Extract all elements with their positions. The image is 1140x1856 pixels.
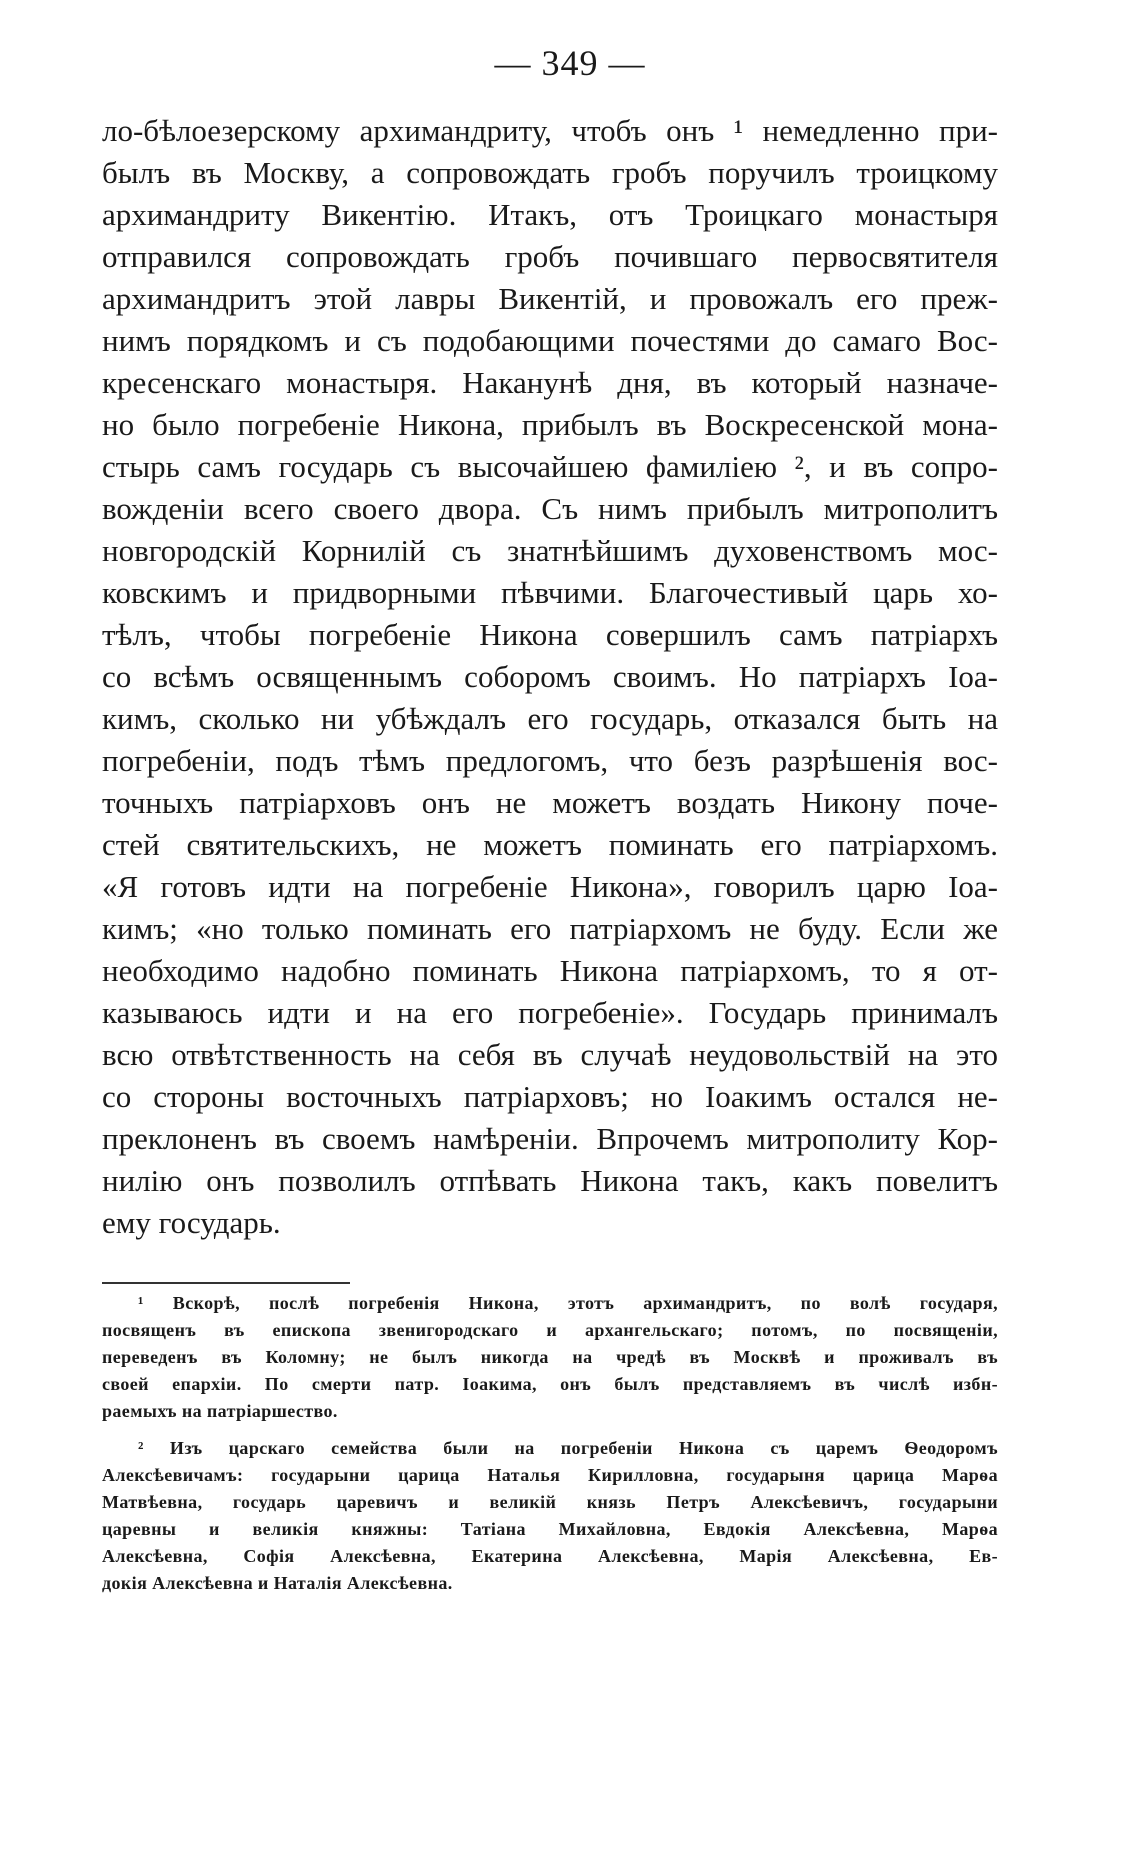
footnote-line: раемыхъ на патріаршество.	[102, 1401, 338, 1421]
text-line: кимъ; «но только поминать его патріархомъ не буду. Если же	[102, 911, 998, 946]
footnote-line: своей епархіи. По смерти патр. Іоакима, онъ былъ представляемъ въ числѣ избн-	[102, 1374, 998, 1394]
text-line: новгородскій Корнилій съ знатнѣйшимъ духовенствомъ мос-	[102, 533, 998, 568]
main-text	[102, 110, 998, 1244]
text-line: ковскимъ и придворными пѣвчими. Благочестивый царь хо-	[102, 575, 998, 610]
footnotes	[102, 1290, 998, 1597]
text-line: ло-бѣлоезерскому архимандриту, чтобъ онъ ¹ немедленно при-	[102, 113, 998, 148]
text-line: архимандритъ этой лавры Викентій, и провожалъ его преж-	[102, 281, 998, 316]
footnote-divider	[102, 1282, 350, 1284]
text-line: со стороны восточныхъ патріарховъ; но Іоакимъ остался не-	[102, 1079, 998, 1114]
footnote-line: царевны и великія княжны: Татіана Михайловна, Евдокія Алексѣевна, Марѳа	[102, 1519, 998, 1539]
text-line: необходимо надобно поминать Никона патріархомъ, то я от-	[102, 953, 998, 988]
footnote-line: ¹ Вскорѣ, послѣ погребенія Никона, этотъ архимандритъ, по волѣ государя,	[138, 1293, 998, 1313]
footnote-1	[102, 1290, 998, 1425]
text-line: архимандриту Викентію. Итакъ, отъ Троицкаго монастыря	[102, 197, 998, 232]
page-number: — 349 —	[494, 43, 646, 83]
text-line: ему государь.	[102, 1205, 281, 1240]
text-line: кресенскаго монастыря. Наканунѣ дня, въ который назначе-	[102, 365, 998, 400]
text-line: стырь самъ государь съ высочайшею фамиліею ², и въ сопро-	[102, 449, 998, 484]
footnote-line: посвященъ въ епископа звенигородскаго и архангельскаго; потомъ, по посвященіи,	[102, 1320, 998, 1340]
text-line: но было погребеніе Никона, прибылъ въ Воскресенской мона-	[102, 407, 998, 442]
footnote-2	[102, 1435, 998, 1597]
text-line: казываюсь идти и на его погребеніе». Государь принималъ	[102, 995, 998, 1030]
text-line: всю отвѣтственность на себя въ случаѣ неудовольствій на это	[102, 1037, 998, 1072]
text-line: отправился сопровождать гробъ почившаго первосвятителя	[102, 239, 998, 274]
text-line: вожденіи всего своего двора. Съ нимъ прибылъ митрополитъ	[102, 491, 998, 526]
text-line: нимъ порядкомъ и съ подобающими почестями до самаго Вос-	[102, 323, 998, 358]
text-line: стей святительскихъ, не можетъ поминать его патріархомъ.	[102, 827, 998, 862]
text-line: тѣлъ, чтобы погребеніе Никона совершилъ самъ патріархъ	[102, 617, 998, 652]
text-line: нилію онъ позволилъ отпѣвать Никона такъ, какъ повелитъ	[102, 1163, 998, 1198]
text-line: преклоненъ въ своемъ намѣреніи. Впрочемъ митрополиту Кор-	[102, 1121, 998, 1156]
text-line: точныхъ патріарховъ онъ не можетъ воздать Никону поче-	[102, 785, 998, 820]
footnote-line: Матвѣевна, государь царевичъ и великій князь Петръ Алексѣевичъ, государыни	[102, 1492, 998, 1512]
footnote-line: ² Изъ царскаго семейства были на погребеніи Никона съ царемъ Ѳеодоромъ	[138, 1438, 998, 1458]
text-line: со всѣмъ освященнымъ соборомъ своимъ. Но патріархъ Іоа-	[102, 659, 998, 694]
footnote-line: докія Алексѣевна и Наталія Алексѣевна.	[102, 1573, 453, 1593]
footnote-line: Алексѣевна, Софія Алексѣевна, Екатерина Алексѣевна, Марія Алексѣевна, Ев-	[102, 1546, 998, 1566]
footnote-line: переведенъ въ Коломну; не былъ никогда на чредѣ въ Москвѣ и проживалъ въ	[102, 1347, 998, 1367]
footnote-line: Алексѣевичамъ: государыни царица Наталья Кирилловна, государыня царица Марѳа	[102, 1465, 998, 1485]
text-line: погребеніи, подъ тѣмъ предлогомъ, что безъ разрѣшенія вос-	[102, 743, 998, 778]
text-line: былъ въ Москву, а сопровождать гробъ поручилъ троицкому	[102, 155, 998, 190]
text-line: «Я готовъ идти на погребеніе Никона», говорилъ царю Іоа-	[102, 869, 998, 904]
text-line: кимъ, сколько ни убѣждалъ его государь, отказался быть на	[102, 701, 998, 736]
